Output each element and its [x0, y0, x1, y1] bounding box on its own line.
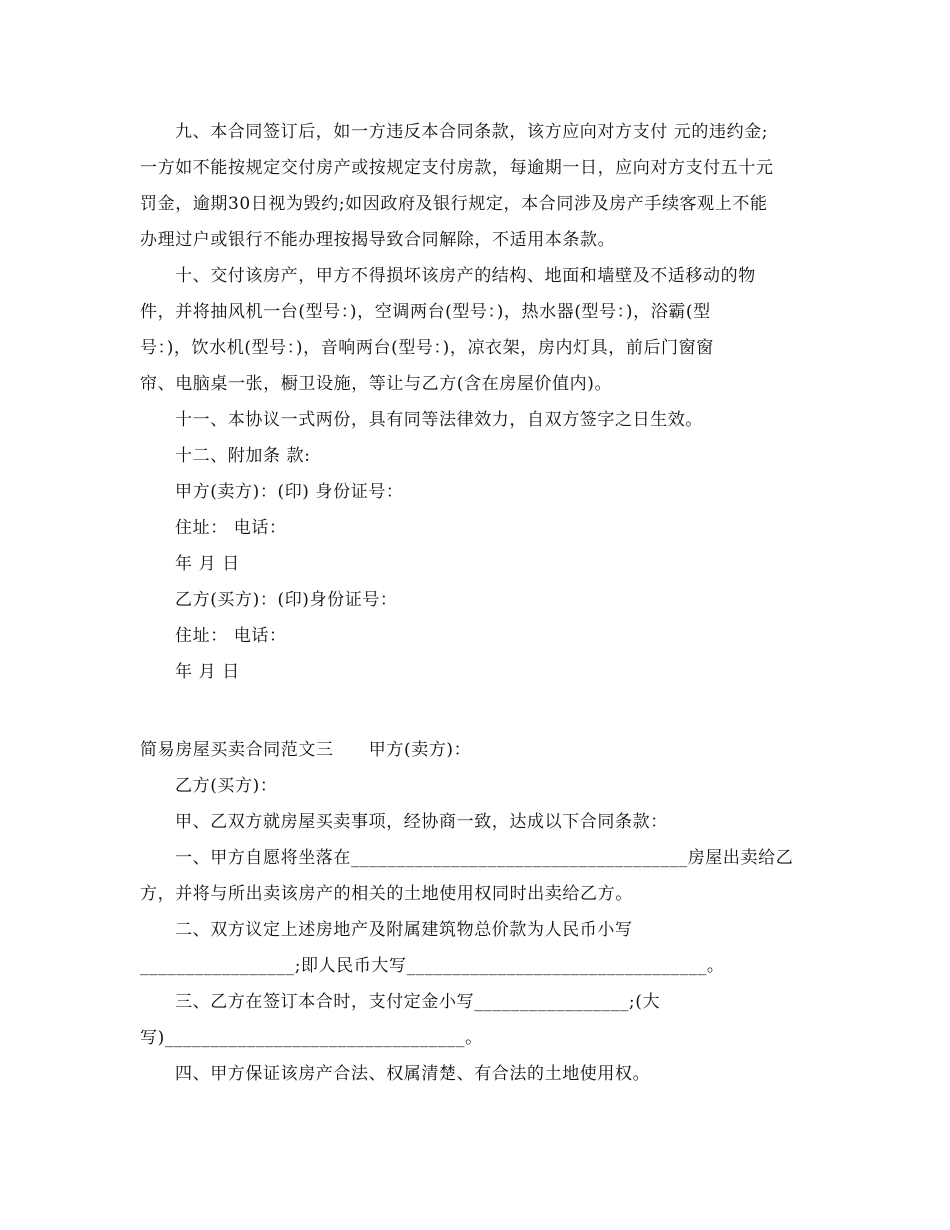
- agreement-intro: 甲、乙双方就房屋买卖事项，经协商一致，达成以下合同条款：: [175, 812, 668, 832]
- party-b-signature: 乙方(买方)：(印)身份证号：: [175, 590, 398, 610]
- clause-3-line-2: 写)_________________________________。: [140, 1028, 483, 1048]
- clause-9-line-4: 办理过户或银行不能办理按揭导致合同解除，不适用本条款。: [140, 230, 616, 250]
- buyer-line: 乙方(买方)：: [175, 776, 278, 796]
- clause-9-line-1: 九、本合同签订后，如一方违反本合同条款，该方应向对方支付 元的违约金;: [175, 122, 769, 142]
- clause-3-line-1: 三、乙方在签订本合时，支付定金小写_________________;(大: [175, 992, 661, 1012]
- party-a-address-phone: 住址： 电话：: [175, 518, 287, 538]
- clause-2-line-2: _________________;即人民币大写_________________________________。: [140, 956, 725, 976]
- section-title-line: 简易房屋买卖合同范文三 甲方(卖方)：: [140, 740, 472, 760]
- clause-2-line-1: 二、双方议定上述房地产及附属建筑物总价款为人民币小写: [175, 920, 633, 940]
- clause-4: 四、甲方保证该房产合法、权属清楚、有合法的土地使用权。: [175, 1064, 651, 1084]
- clause-10-line-4: 帘、电脑桌一张，橱卫设施，等让与乙方(含在房屋价值内)。: [140, 374, 613, 394]
- clause-12: 十二、附加条 款:: [175, 446, 311, 466]
- clause-11: 十一、本协议一式两份，具有同等法律效力，自双方签字之日生效。: [175, 410, 703, 430]
- clause-1-line-2: 方，并将与所出卖该房产的相关的土地使用权同时出卖给乙方。: [140, 884, 633, 904]
- party-b-address-phone: 住址： 电话：: [175, 626, 287, 646]
- clause-1-line-1: 一、甲方自愿将坐落在_____________________________________房屋出卖给乙: [175, 848, 794, 868]
- clause-9-line-3: 罚金，逾期30日视为毁约;如因政府及银行规定，本合同涉及房产手续客观上不能: [140, 194, 768, 214]
- clause-10-line-1: 十、交付该房产，甲方不得损坏该房产的结构、地面和墙壁及不适移动的物: [175, 266, 756, 286]
- party-a-date: 年 月 日: [175, 554, 240, 574]
- clause-10-line-3: 号：)，饮水机(型号：)，音响两台(型号：)，凉衣架，房内灯具，前后门窗窗: [140, 338, 714, 358]
- clause-9-line-2: 一方如不能按规定交付房产或按规定支付房款，每逾期一日，应向对方支付五十元: [140, 158, 774, 178]
- clause-10-line-2: 件，并将抽风机一台(型号：)，空调两台(型号：)，热水器(型号：)，浴霸(型: [140, 302, 711, 322]
- party-a-signature: 甲方(卖方)：(印) 身份证号：: [175, 482, 404, 502]
- party-b-date: 年 月 日: [175, 662, 240, 682]
